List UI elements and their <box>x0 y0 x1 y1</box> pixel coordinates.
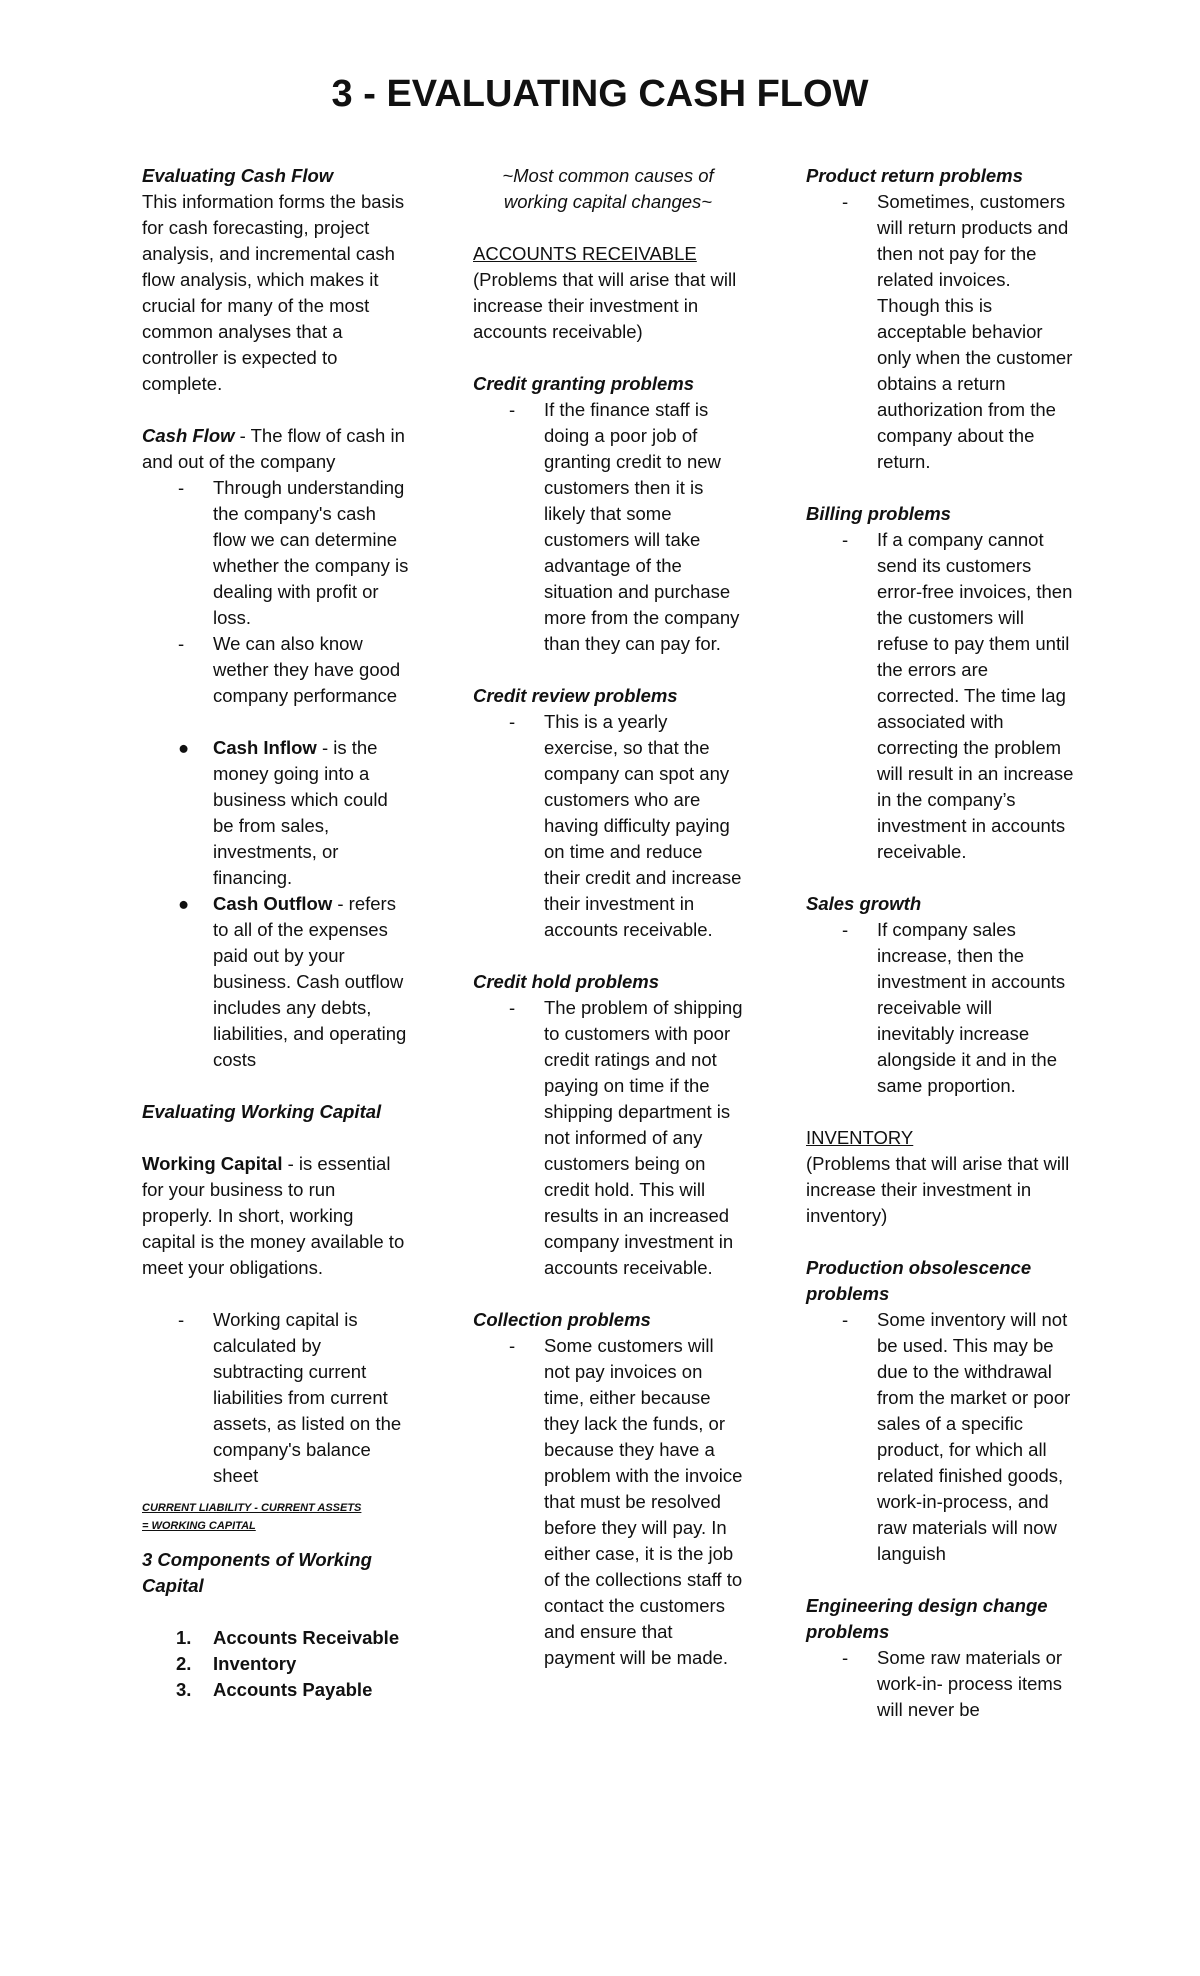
dash-marker: - <box>509 1335 516 1356</box>
list-item: - We can also know wether they have good company performance <box>178 633 401 706</box>
dash-marker: - <box>842 1309 849 1330</box>
list-item-cash-outflow: ● Cash Outflow - refers to all of the expenses paid out by your business. Cash outflow includes any debts, liabilities, and operating costs <box>178 893 407 1070</box>
note-inventory: (Problems that will arise that will increase their investment in inventory) <box>806 1153 1070 1226</box>
column-right <box>806 163 1074 1723</box>
list-item: 1. Accounts Receivable <box>176 1627 400 1648</box>
list-item: - If the finance staff is doing a poor job of granting credit to new customers then it is likely that some customers will take advantage of the situation and purchase more from the company than they can pay for. <box>509 399 740 654</box>
dash-marker: - <box>509 711 516 732</box>
paragraph-cash-flow <box>142 423 410 475</box>
heading-engineering-design: Engineering design change problems <box>806 1595 1048 1642</box>
list-item: 2. Inventory <box>176 1653 297 1674</box>
paragraph-evaluating-cash-flow: This information forms the basis for cash forecasting, project analysis, and incremental cash flow analysis, which makes it crucial for many of the most common analyses that a controller is expected to complete. <box>142 191 405 394</box>
inflow-outflow-list <box>142 735 410 1073</box>
heading-product-return: Product return problems <box>806 165 1023 186</box>
list-item: - The problem of shipping to customers with poor credit ratings and not paying on time if the shipping department is not informed of any customers being on credit hold. This will results in an increased company investment in accounts receivable. <box>509 997 743 1278</box>
bullet-icon: ● <box>178 737 190 758</box>
heading-components: 3 Components of Working Capital <box>142 1549 372 1596</box>
page-title: 3 - EVALUATING CASH FLOW <box>331 73 869 115</box>
dash-marker: - <box>178 477 185 498</box>
heading-accounts-receivable: ACCOUNTS RECEIVABLE <box>473 243 697 264</box>
dash-marker: - <box>842 1647 849 1668</box>
heading-credit-review: Credit review problems <box>473 685 678 706</box>
column-middle <box>473 163 743 1671</box>
working-capital-points <box>142 1307 410 1489</box>
list-item: - Some customers will not pay invoices on time, either because they lack the funds, or because they have a problem with the invoice that must be resolved before they will pay. In either case, it is the job of the collections staff to contact the customers and ensure that payment will be made. <box>509 1335 743 1668</box>
heading-collection: Collection problems <box>473 1309 651 1330</box>
list-item: - Through understanding the company's cash flow we can determine whether the company is dealing with profit or loss. <box>178 477 409 628</box>
dash-marker: - <box>178 633 185 654</box>
dash-marker: - <box>842 919 849 940</box>
cash-flow-points <box>142 475 410 709</box>
term-cash-flow: Cash Flow <box>142 425 235 446</box>
list-item: - If a company cannot send its customers error-free invoices, then the customers will refuse to pay them until the errors are corrected. The time lag associated with correcting the problem will result in an increase in the company’s investment in accounts receivable. <box>842 529 1074 862</box>
dash-marker: - <box>509 399 516 420</box>
list-item: - This is a yearly exercise, so that the company can spot any customers who are having difficulty paying on time and reduce their credit and increase their investment in accounts receivable. <box>509 711 742 940</box>
heading-sales-growth: Sales growth <box>806 893 922 914</box>
dash-marker: - <box>509 997 516 1018</box>
column-left <box>142 163 410 1703</box>
components-list <box>142 1625 410 1703</box>
term-working-capital: Working Capital <box>142 1153 283 1174</box>
intro-common-causes: ~Most common causes of working capital changes~ <box>502 165 714 212</box>
list-item: 3. Accounts Payable <box>176 1679 373 1700</box>
heading-evaluating-cash-flow: Evaluating Cash Flow <box>142 165 334 186</box>
working-capital-formula: CURRENT LIABILITY - CURRENT ASSETS = WORKING CAPITAL <box>142 1502 362 1532</box>
list-item: - Some raw materials or work-in- process items will never be <box>842 1647 1063 1720</box>
heading-credit-granting: Credit granting problems <box>473 373 694 394</box>
dash-marker: - <box>842 529 849 550</box>
note-accounts-receivable: (Problems that will arise that will increase their investment in accounts receivable) <box>473 269 737 342</box>
list-item-cash-inflow: ● Cash Inflow - is the money going into a business which could be from sales, investments, or financing. <box>178 737 388 888</box>
list-item: - Sometimes, customers will return products and then not pay for the related invoices. Though this is acceptable behavior only when the customer obtains a return authorization from the company about the return. <box>842 191 1073 472</box>
dash-marker: - <box>178 1309 185 1330</box>
dash-marker: - <box>842 191 849 212</box>
list-item: - Some inventory will not be used. This may be due to the withdrawal from the market or poor sales of a specific product, for which all related finished goods, work-in-process, and raw materials will now languish <box>842 1309 1071 1564</box>
list-item: - If company sales increase, then the investment in accounts receivable will inevitably increase alongside it and in the same proportion. <box>842 919 1066 1096</box>
heading-evaluating-working-capital: Evaluating Working Capital <box>142 1101 382 1122</box>
paragraph-working-capital: Working Capital - is essential for your business to run properly. In short, working capital is the money available to meet your obligations. <box>142 1153 405 1278</box>
definition-cash-flow: - The flow of cash in and out of the company <box>142 425 405 472</box>
heading-production-obsolescence: Production obsolescence problems <box>806 1257 1032 1304</box>
bullet-icon: ● <box>178 893 190 914</box>
list-item: - Working capital is calculated by subtracting current liabilities from current assets, as listed on the company's balance sheet <box>178 1309 402 1486</box>
heading-billing: Billing problems <box>806 503 951 524</box>
heading-inventory: INVENTORY <box>806 1127 914 1148</box>
heading-credit-hold: Credit hold problems <box>473 971 660 992</box>
